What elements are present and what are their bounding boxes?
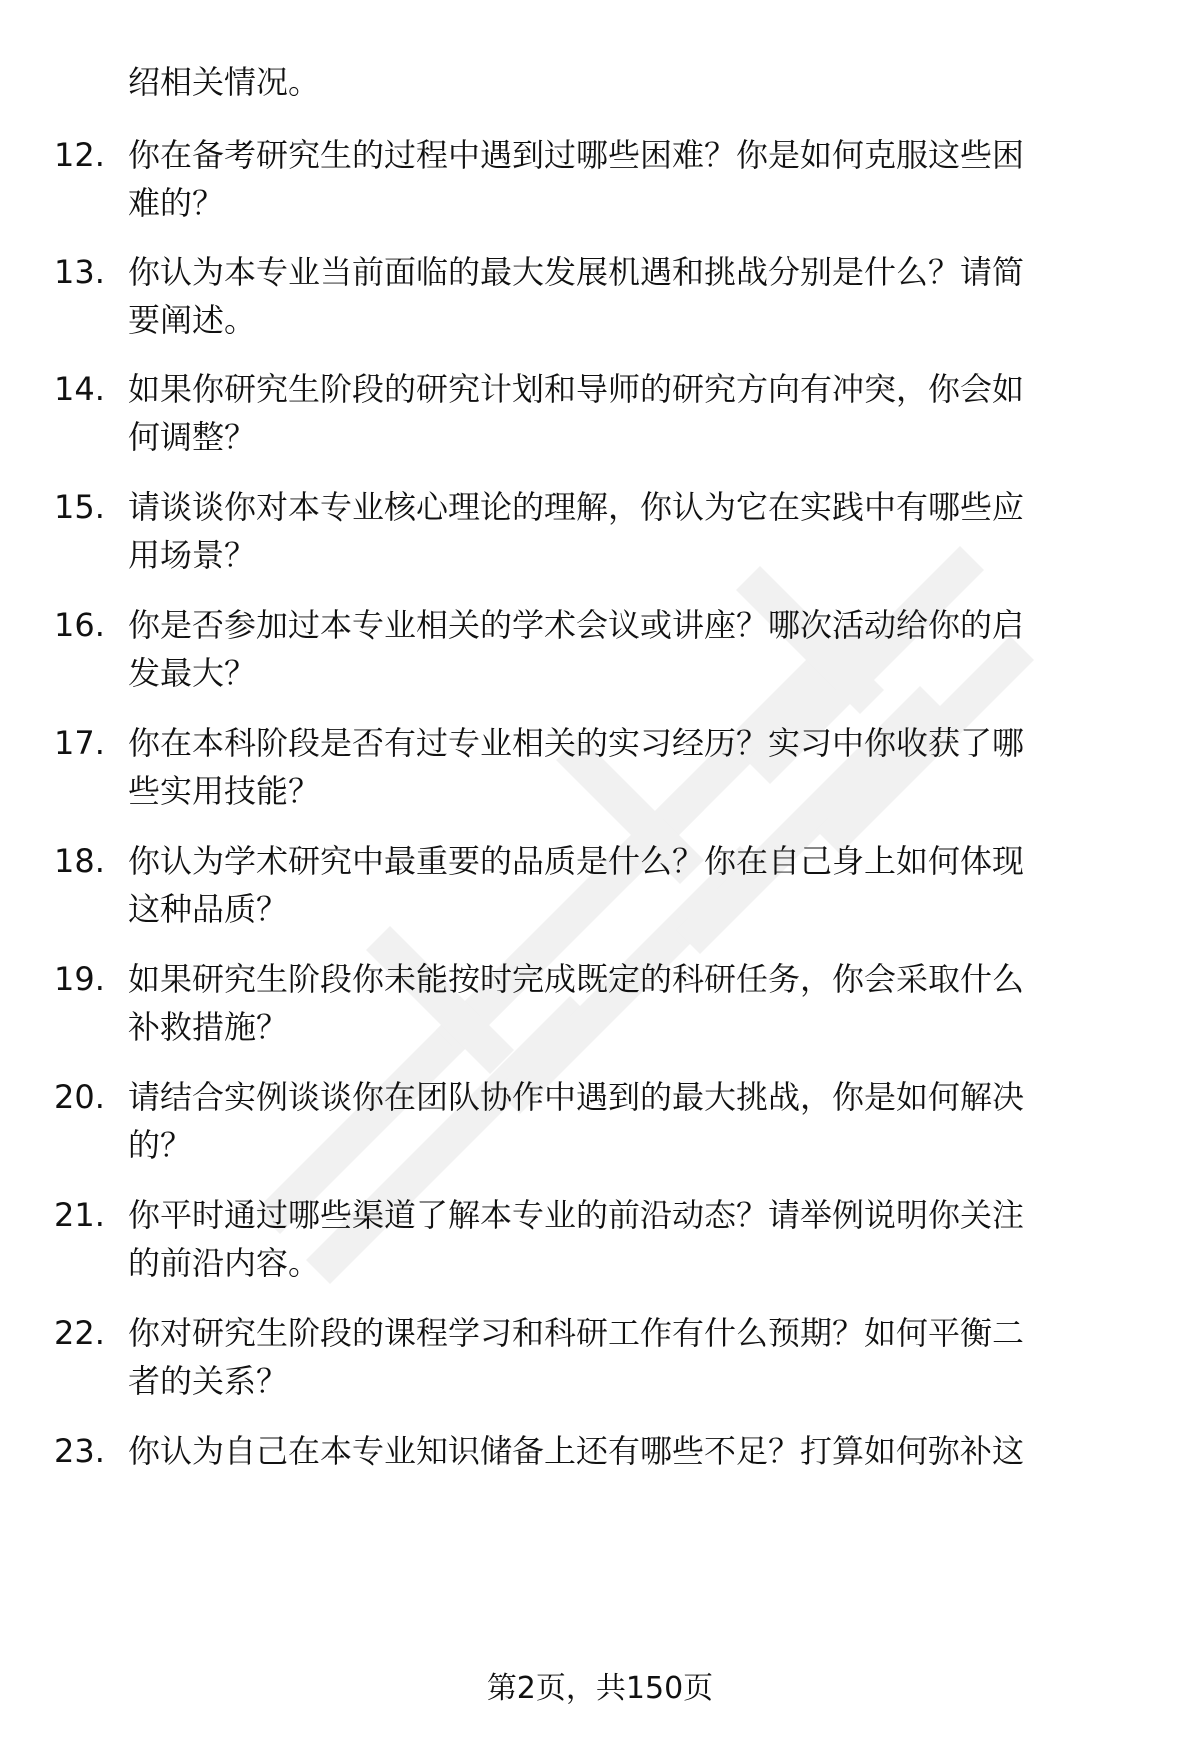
question-number: 18. xyxy=(54,842,105,880)
question-item xyxy=(0,131,1200,231)
question-item xyxy=(0,837,1200,937)
question-item xyxy=(0,1309,1200,1409)
question-item xyxy=(0,601,1200,701)
question-item xyxy=(0,365,1200,465)
question-number: 23. xyxy=(54,1432,105,1470)
question-text-line: 些实用技能？ xyxy=(128,772,321,810)
question-text-line: 用场景？ xyxy=(128,536,257,574)
question-number: 13. xyxy=(54,253,105,291)
continuation-text: 绍相关情况。 xyxy=(128,63,321,101)
question-number: 14. xyxy=(54,370,105,408)
question-item xyxy=(0,955,1200,1055)
question-number: 12. xyxy=(54,136,105,174)
question-text-line: 请结合实例谈谈你在团队协作中遇到的最大挑战，你是如何解决 xyxy=(128,1078,1025,1116)
question-number: 19. xyxy=(54,960,105,998)
question-text-line: 发最大？ xyxy=(128,654,257,692)
question-text-line: 补救措施？ xyxy=(128,1008,289,1046)
question-text-line: 你认为本专业当前面临的最大发展机遇和挑战分别是什么？请简 xyxy=(128,253,1025,291)
question-number: 16. xyxy=(54,606,105,644)
question-number: 20. xyxy=(54,1078,105,1116)
question-text-line: 你认为学术研究中最重要的品质是什么？你在自己身上如何体现 xyxy=(128,842,1025,880)
question-text-line: 你是否参加过本专业相关的学术会议或讲座？哪次活动给你的启 xyxy=(128,606,1025,644)
question-text-line: 何调整？ xyxy=(128,418,257,456)
question-item xyxy=(0,1191,1200,1291)
question-text-line: 请谈谈你对本专业核心理论的理解，你认为它在实践中有哪些应 xyxy=(128,488,1025,526)
question-number: 17. xyxy=(54,724,105,762)
question-number: 22. xyxy=(54,1314,105,1352)
question-item xyxy=(0,483,1200,583)
question-text-line: 如果研究生阶段你未能按时完成既定的科研任务，你会采取什么 xyxy=(128,960,1025,998)
question-text-line: 你认为自己在本专业知识储备上还有哪些不足？打算如何弥补这 xyxy=(128,1432,1025,1470)
question-text-line: 的前沿内容。 xyxy=(128,1244,321,1282)
question-text-line: 要阐述。 xyxy=(128,301,257,339)
question-text-line: 你对研究生阶段的课程学习和科研工作有什么预期？如何平衡二 xyxy=(128,1314,1025,1352)
question-item xyxy=(0,1073,1200,1173)
question-text-line: 你平时通过哪些渠道了解本专业的前沿动态？请举例说明你关注 xyxy=(128,1196,1025,1234)
question-number: 21. xyxy=(54,1196,105,1234)
question-text-line: 你在本科阶段是否有过专业相关的实习经历？实习中你收获了哪 xyxy=(128,724,1025,762)
question-item xyxy=(0,1427,1200,1527)
question-text-line: 如果你研究生阶段的研究计划和导师的研究方向有冲突，你会如 xyxy=(128,370,1025,408)
question-item xyxy=(0,248,1200,348)
page-number-footer: 第2页，共150页 xyxy=(486,1671,714,1706)
question-text-line: 难的？ xyxy=(128,184,225,222)
question-text-line: 你在备考研究生的过程中遇到过哪些困难？你是如何克服这些困 xyxy=(128,136,1025,174)
question-text-line: 者的关系？ xyxy=(128,1362,289,1400)
question-text-line: 这种品质？ xyxy=(128,890,289,928)
question-item xyxy=(0,719,1200,819)
question-number: 15. xyxy=(54,488,105,526)
question-text-line: 的？ xyxy=(128,1126,193,1164)
